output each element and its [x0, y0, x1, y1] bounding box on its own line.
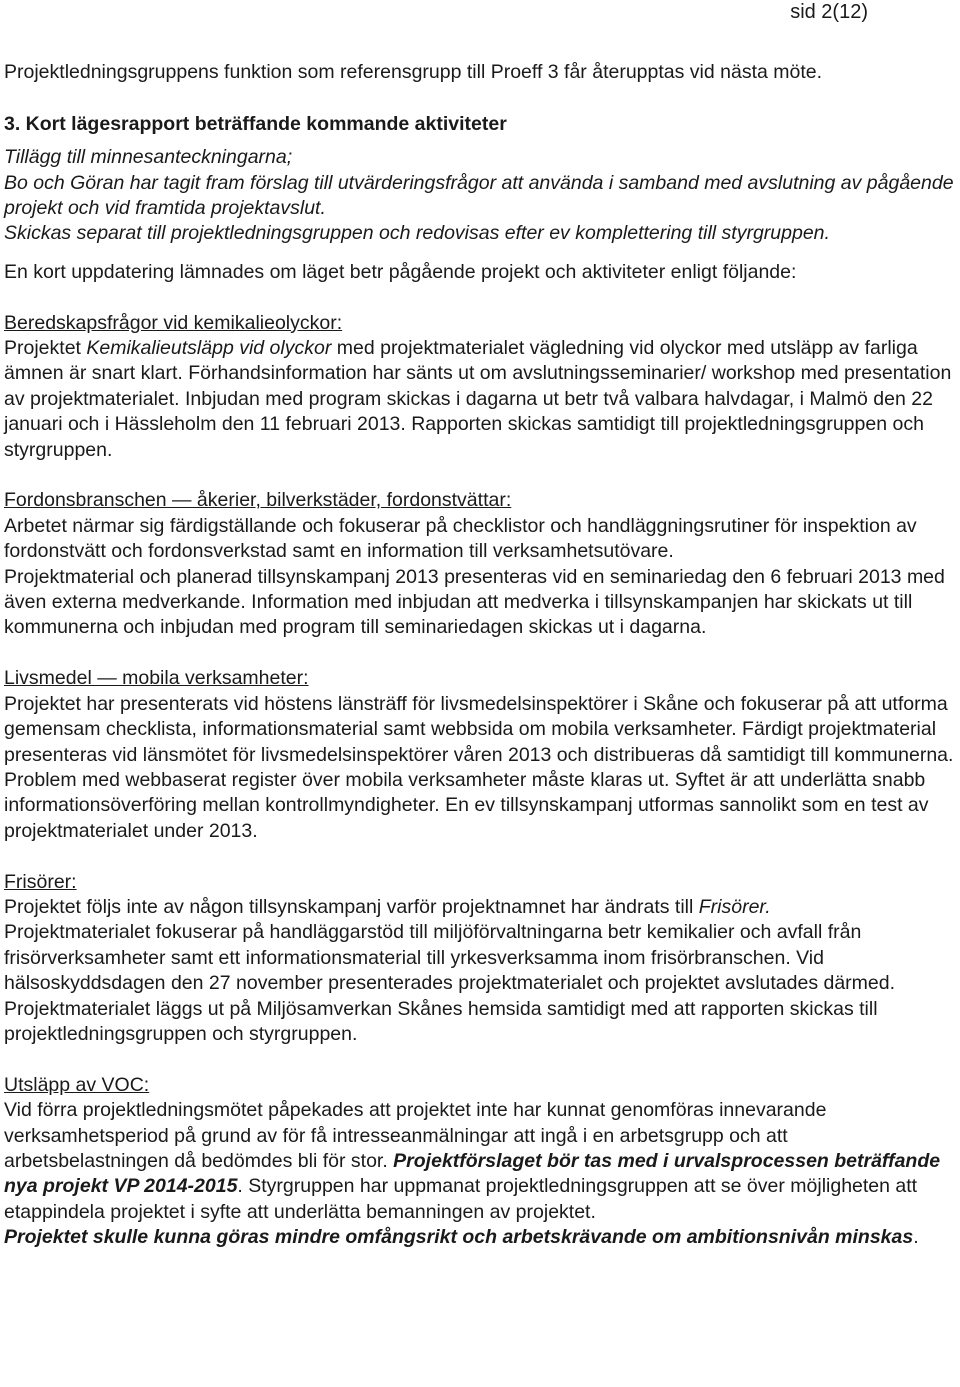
addition-title: Tillägg till minnesanteckningarna;	[4, 146, 293, 169]
frisor-paragraph-2: Projektmaterialet fokuserar på handläggarstöd till miljöförvaltningarna betr kemikalier och avfall från frisörverksamheter samt ett informationsmaterial till yrkesverksamma inom frisörbranschen. Vid hälsoskyddsdagen den 27 november presenterades projektmaterialet och projektet avslutades därmed. Projektmaterialet läggs ut på Miljösamverkan Skånes hemsida samtidigt med att rapporten skickas till projektledningsgruppen och styrgruppen.	[4, 921, 896, 1045]
frisor-text-1: Projektet följs inte av någon tillsynskampanj varför projektnamnet har ändrats till	[4, 895, 699, 918]
fordon-title: Fordonsbranschen — åkerier, bilverkstäder, fordonstvättar:	[4, 489, 512, 512]
voc-emphasis-2: Projektet skulle kunna göras mindre omfångsrikt och arbetskrävande om ambitionsnivån minskas	[4, 1226, 914, 1249]
beredskap-text-2: med projektmaterialet vägledning vid olyckor med utsläpp av farliga ämnen är snart klart. Förhandsinformation har sänts ut om avslutningsseminarier/ workshop med presentation av projektmaterialet. Inbjudan med program skickas i dagarna ut betr två valbara halvdagar, i Malmö den 22 januari och i Hässleholm den 11 februari 2013. Rapporten skickas samtidigt till projektledningsgruppen och styrgruppen.	[4, 337, 952, 461]
voc-text-3: .	[913, 1226, 919, 1249]
frisor-title: Frisörer:	[4, 870, 77, 893]
voc-paragraph-1	[4, 1098, 954, 1225]
voc-paragraph-2	[4, 1225, 954, 1250]
livsmedel-title: Livsmedel — mobila verksamheter:	[4, 667, 309, 690]
voc-text-1: Vid förra projektledningsmötet påpekades att projektet inte har kunnat genomföras innevarande verksamhetsperiod på grund av för få intresseanmälningar att ingå i en arbetsgrupp och att arbetsbelastningen då bedömdes bli för stor.	[4, 1099, 827, 1172]
beredskap-paragraph	[4, 336, 954, 463]
livsmedel-paragraph-1: Projektet har presenterats vid höstens länsträff för livsmedelsinspektörer i Skåne och fokuserar på att utforma gemensam checklista, informationsmaterial samt webbsida om mobila verksamheter. Färdigt projektmaterial presenteras vid länsmötet för livsmedelsinspektörer våren 2013 och distribueras då samtidigt till kommunerna.	[4, 692, 954, 766]
page-number: sid 2(12)	[790, 1, 868, 23]
addition-text-1: Bo och Göran har tagit fram förslag till utvärderingsfrågor att använda i samband med avslutning av pågående projekt och vid framtida projektavslut.	[4, 171, 954, 220]
section-heading: 3. Kort lägesrapport beträffande kommande aktiviteter	[4, 112, 507, 135]
fordon-paragraph-1: Arbetet närmar sig färdigställande och fokuserar på checklistor och handläggningsrutiner för inspektion av fordonstvätt och fordonsverkstad samt en information till verksamhetsutövare.	[4, 514, 917, 563]
frisor-project-name: Frisörer.	[698, 895, 771, 918]
livsmedel-paragraph-2: Problem med webbaserat register över mobila verksamheter måste klaras ut. Syftet är att underlätta snabb informationsöverföring mellan kontrollmyndigheter. En ev tillsynskampanj utformas sannolikt som en test av projektmaterialet under 2013.	[4, 768, 929, 842]
voc-emphasis-1: Projektförslaget bör tas med i urvalsprocessen beträffande nya projekt VP 2014-2015	[4, 1149, 941, 1198]
update-intro: En kort uppdatering lämnades om läget betr pågående projekt och aktiviteter enligt följande:	[4, 260, 797, 283]
voc-title: Utsläpp av VOC:	[4, 1073, 150, 1096]
fordon-paragraph-2: Projektmaterial och planerad tillsynskampanj 2013 presenteras vid en seminariedag den 6 februari 2013 med även externa medverkande. Information med inbjudan att medverka i tillsynskampanjen har skickats ut till kommunerna och inbjudan med program till seminariedagen skickas ut i dagarna.	[4, 565, 945, 639]
beredskap-text-1: Projektet	[4, 337, 87, 360]
addition-text-2: Skickas separat till projektledningsgruppen och redovisas efter ev komplettering till styrgruppen.	[4, 222, 830, 245]
beredskap-project-name: Kemikalieutsläpp vid olyckor	[86, 337, 332, 360]
voc-text-2: . Styrgruppen har uppmanat projektledningsgruppen att se över möjligheten att etappindela projektet i syfte att underlätta bemanningen av projektet.	[4, 1175, 918, 1223]
intro-paragraph: Projektledningsgruppens funktion som referensgrupp till Proeff 3 får återupptas vid nästa möte.	[4, 61, 823, 83]
beredskap-title: Beredskapsfrågor vid kemikalieolyckor:	[4, 311, 343, 334]
frisor-paragraph-1	[4, 895, 954, 920]
document-body	[4, 60, 954, 1251]
